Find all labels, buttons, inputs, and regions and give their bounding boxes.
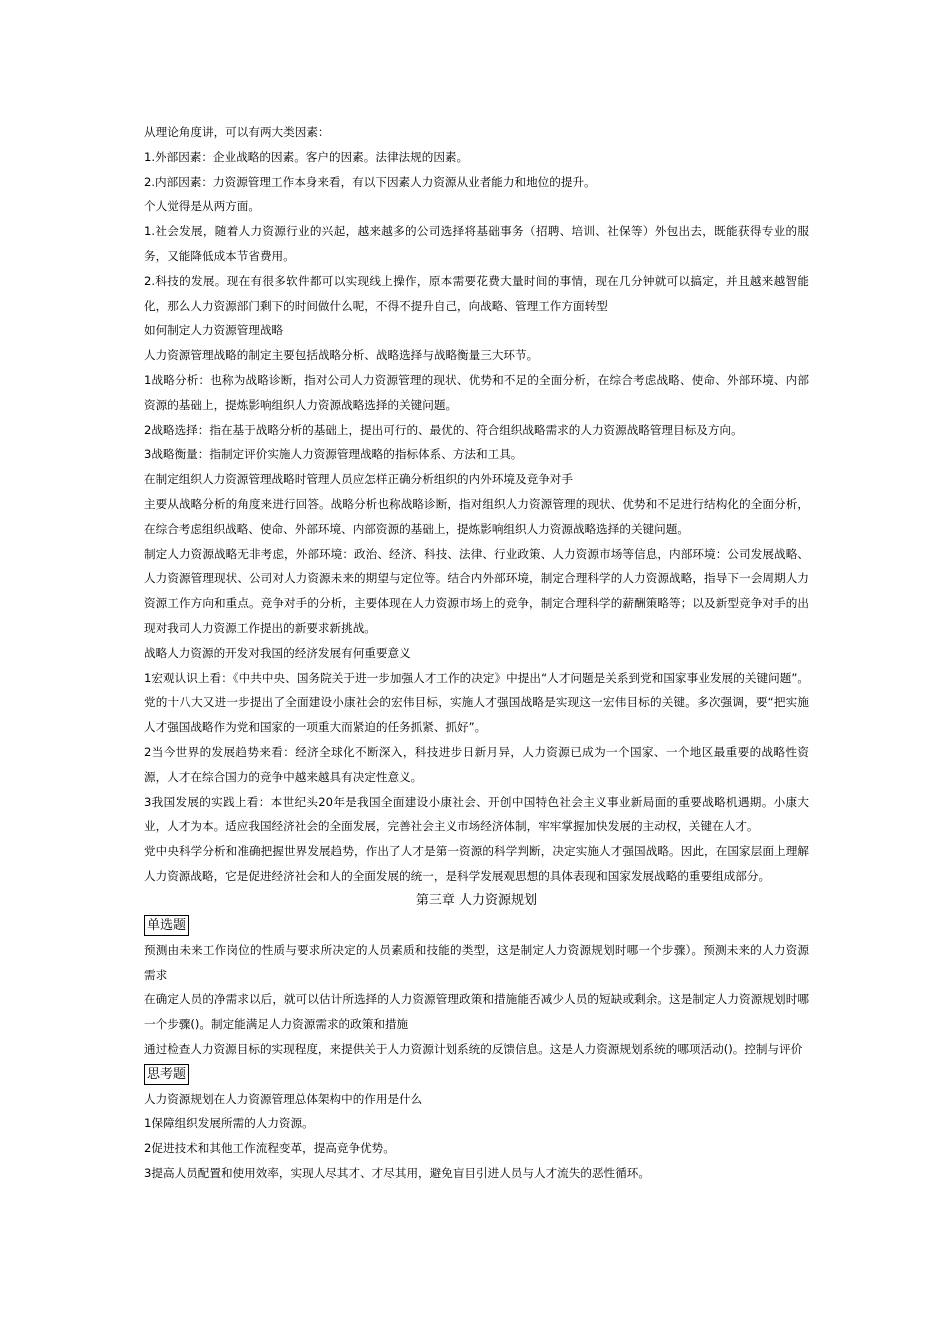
paragraph: 2.科技的发展。现在有很多软件都可以实现线上操作，原本需要花费大量时间的事情，现在几分钟就可以搞定，并且越来越智能化，那么人力资源部门剩下的时间做什么呢，不得不提升自己，向战略、管理工作方面转型 [144, 273, 809, 313]
section-header-single-choice [144, 913, 809, 938]
paragraph: 3我国发展的实践上看：本世纪头20年是我国全面建设小康社会、开创中国特色社会主义事业新局面的重要战略机遇期。小康大业，人才为本。适应我国经济社会的全面发展，完善社会主义市场经济体制，牢牢掌握加快发展的主动权，关键在人才。 [144, 794, 809, 834]
paragraph: 主要从战略分析的角度来进行回答。战略分析也称战略诊断，指对组织人力资源管理的现状、优势和不足进行结构化的全面分析，在综合考虑组织战略、使命、外部环境、内部资源的基础上，提炼影响组织人力资源战略选择的关键问题。 [144, 496, 809, 536]
paragraph: 党中央科学分析和准确把握世界发展趋势，作出了人才是第一资源的科学判断，决定实施人才强国战略。因此，在国家层面上理解人力资源战略，它是促进经济社会和人的全面发展的统一，是科学发展观思想的具体表现和国家发展战略的重要组成部分。 [144, 844, 809, 883]
section-header-thinking [144, 1062, 809, 1087]
paragraph: 通过检查人力资源目标的实现程度，来提供关于人力资源计划系统的反馈信息。这是人力资源规划系统的哪项活动()。控制与评价 [144, 1041, 803, 1056]
document-page [144, 120, 809, 1186]
paragraph: 2促进技术和其他工作流程变革，提高竞争优势。 [144, 1141, 395, 1156]
paragraph: 2当今世界的发展趋势来看：经济全球化不断深入，科技进步日新月异，人力资源已成为一个国家、一个地区最重要的战略性资源，人才在综合国力的竞争中越来越具有决定性意义。 [144, 744, 809, 784]
paragraph: 1宏观认识上看：《中共中央、国务院关于进一步加强人才工作的决定》中提出“人才问题是关系到党和国家事业发展的关键问题”。党的十八大又进一步提出了全面建设小康社会的宏伟目标，实施人才强国战略是实现这一宏伟目标的关键。多次强调，要“把实施人才强国战略作为党和国家的一项重大而紧迫的任务抓紧、抓好”。 [144, 670, 809, 735]
paragraph-heading: 如何制定人力资源管理战略 [144, 323, 284, 338]
paragraph: 制定人力资源战略无非考虑，外部环境：政治、经济、科技、法律、行业政策、人力资源市场等信息，内部环境：公司发展战略、人力资源管理现状、公司对人力资源未来的期望与定位等。结合内外部环境，制定合理科学的人力资源战略，指导下一会周期人力资源工作方向和重点。竞争对手的分析，主要体现在人力资源市场上的竞争，制定合理科学的薪酬策略等；以及新型竞争对手的出现对我司人力资源工作提出的新要求新挑战。 [144, 546, 809, 635]
paragraph: 预测由未来工作岗位的性质与要求所决定的人员素质和技能的类型，这是制定人力资源规划时哪一个步骤）。预测未来的人力资源需求 [144, 942, 809, 982]
paragraph: 在确定人员的净需求以后，就可以估计所选择的人力资源管理政策和措施能否减少人员的短缺或剩余。这是制定人力资源规划时哪一个步骤()。制定能满足人力资源需求的政策和措施 [144, 992, 809, 1032]
paragraph: 个人觉得是从两方面。 [144, 199, 260, 214]
paragraph-heading: 战略人力资源的开发对我国的经济发展有何重要意义 [144, 645, 411, 660]
section-label: 思考题 [144, 1064, 189, 1085]
paragraph: 1战略分析：也称为战略诊断，指对公司人力资源管理的现状、优势和不足的全面分析，在综合考虑战略、使命、外部环境、内部资源的基础上，提炼影响组织人力资源战略选择的关键问题。 [144, 372, 809, 412]
paragraph: 3提高人员配置和使用效率，实现人尽其才、才尽其用，避免盲目引进人员与人才流失的恶性循环。 [144, 1166, 650, 1181]
paragraph-heading: 人力资源规划在人力资源管理总体架构中的作用是什么 [144, 1091, 423, 1106]
paragraph: 2.内部因素：力资源管理工作本身来看，有以下因素人力资源从业者能力和地位的提升。 [144, 174, 596, 189]
paragraph: 1.社会发展，随着人力资源行业的兴起，越来越多的公司选择将基础事务（招聘、培训、社保等）外包出去，既能获得专业的服务，又能降低成本节省费用。 [144, 224, 809, 263]
paragraph: 3战略衡量：指制定评价实施人力资源管理战略的指标体系、方法和工具。 [144, 447, 523, 462]
paragraph: 2战略选择：指在基于战略分析的基础上，提出可行的、最优的、符合组织战略需求的人力资源战略管理目标及方向。 [144, 422, 743, 437]
paragraph: 1.外部因素：企业战略的因素。客户的因素。法律法规的因素。 [144, 149, 469, 164]
paragraph-heading: 在制定组织人力资源管理战略时管理人员应怎样正确分析组织的内外环境及竞争对手 [144, 472, 573, 487]
paragraph: 从理论角度讲，可以有两大类因素： [144, 125, 330, 139]
paragraph: 1保障组织发展所需的人力资源。 [144, 1116, 314, 1131]
chapter-title: 第三章 人力资源规划 [415, 892, 538, 908]
section-label: 单选题 [144, 915, 189, 936]
paragraph: 人力资源管理战略的制定主要包括战略分析、战略选择与战略衡量三大环节。 [144, 348, 539, 363]
